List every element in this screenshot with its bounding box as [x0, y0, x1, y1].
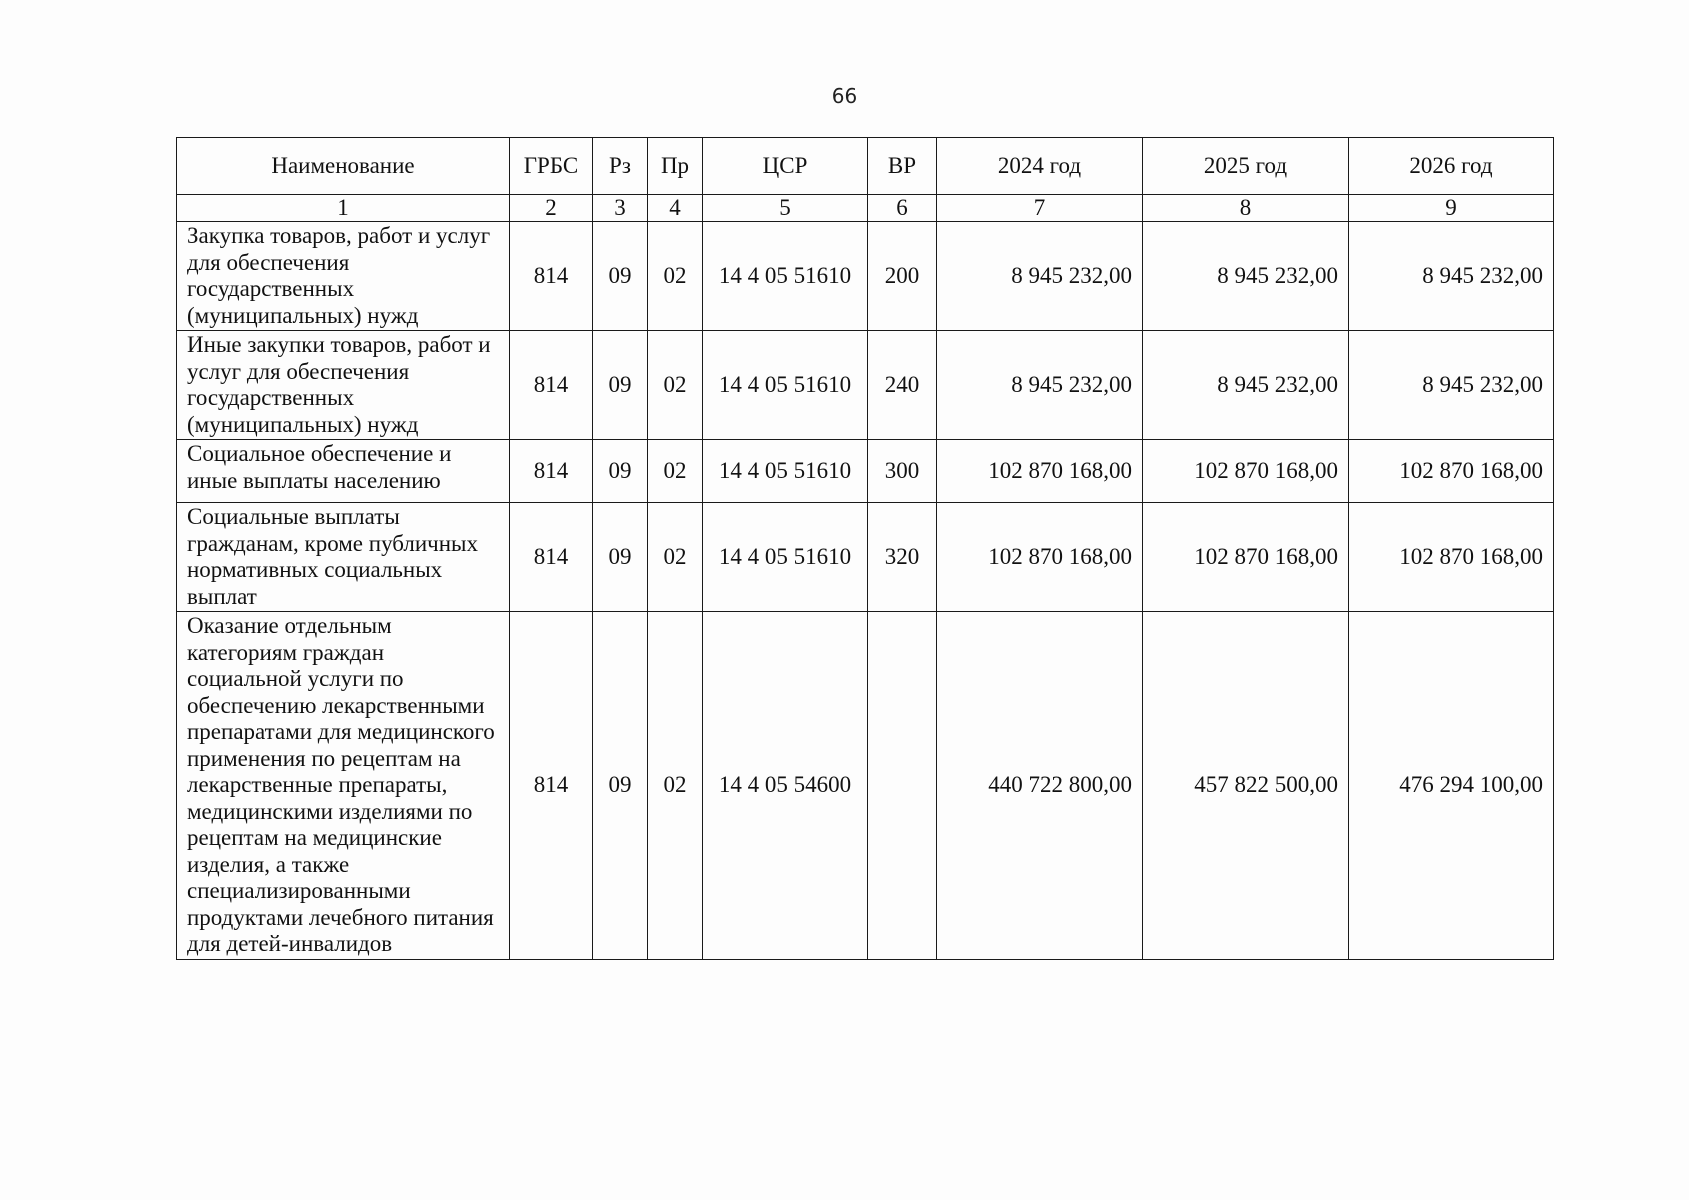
- row-2025: 8 945 232,00: [1143, 222, 1349, 331]
- row-vr: [868, 612, 937, 960]
- row-grbs: 814: [510, 440, 593, 503]
- row-2026: 102 870 168,00: [1349, 440, 1554, 503]
- row-pr: 02: [648, 440, 703, 503]
- budget-table: [176, 137, 1554, 960]
- header-rz: Рз: [593, 138, 648, 195]
- row-2026: 8 945 232,00: [1349, 331, 1554, 440]
- row-vr: 320: [868, 503, 937, 612]
- row-grbs: 814: [510, 331, 593, 440]
- row-2025: 102 870 168,00: [1143, 503, 1349, 612]
- column-number: 6: [868, 195, 937, 222]
- table-row: [177, 440, 1554, 503]
- column-number: 3: [593, 195, 648, 222]
- table-row: [177, 612, 1554, 960]
- row-2025: 457 822 500,00: [1143, 612, 1349, 960]
- column-number: 5: [703, 195, 868, 222]
- column-number: 2: [510, 195, 593, 222]
- row-2026: 476 294 100,00: [1349, 612, 1554, 960]
- row-rz: 09: [593, 331, 648, 440]
- header-name: Наименование: [177, 138, 510, 195]
- row-pr: 02: [648, 222, 703, 331]
- row-name: Закупка товаров, работ и услуг для обеспечения государственных (муниципальных) нужд: [177, 222, 510, 331]
- row-pr: 02: [648, 612, 703, 960]
- row-2024: 102 870 168,00: [937, 440, 1143, 503]
- row-2024: 8 945 232,00: [937, 222, 1143, 331]
- column-number: 1: [177, 195, 510, 222]
- row-2026: 102 870 168,00: [1349, 503, 1554, 612]
- row-2026: 8 945 232,00: [1349, 222, 1554, 331]
- row-csr: 14 4 05 51610: [703, 440, 868, 503]
- header-grbs: ГРБС: [510, 138, 593, 195]
- row-csr: 14 4 05 51610: [703, 503, 868, 612]
- row-rz: 09: [593, 222, 648, 331]
- row-csr: 14 4 05 51610: [703, 331, 868, 440]
- row-2024: 440 722 800,00: [937, 612, 1143, 960]
- row-pr: 02: [648, 503, 703, 612]
- header-vr: ВР: [868, 138, 937, 195]
- row-grbs: 814: [510, 222, 593, 331]
- column-number-row: [177, 195, 1554, 222]
- row-vr: 200: [868, 222, 937, 331]
- table-row: [177, 503, 1554, 612]
- column-number: 4: [648, 195, 703, 222]
- header-2025: 2025 год: [1143, 138, 1349, 195]
- column-number: 9: [1349, 195, 1554, 222]
- row-rz: 09: [593, 612, 648, 960]
- row-name: Иные закупки товаров, работ и услуг для обеспечения государственных (муниципальных) нужд: [177, 331, 510, 440]
- row-rz: 09: [593, 440, 648, 503]
- header-row: [177, 138, 1554, 195]
- table-row: [177, 222, 1554, 331]
- column-number: 7: [937, 195, 1143, 222]
- row-2025: 102 870 168,00: [1143, 440, 1349, 503]
- row-grbs: 814: [510, 503, 593, 612]
- row-pr: 02: [648, 331, 703, 440]
- row-csr: 14 4 05 54600: [703, 612, 868, 960]
- row-vr: 300: [868, 440, 937, 503]
- row-grbs: 814: [510, 612, 593, 960]
- row-2025: 8 945 232,00: [1143, 331, 1349, 440]
- row-name: Оказание отдельным категориям граждан социальной услуги по обеспечению лекарственными препаратами для медицинского применения по рецептам на лекарственные препараты, медицинскими изделиями по рецептам на медицинские изделия, а также специализированными продуктами лечебного питания для детей-инвалидов: [177, 612, 510, 960]
- row-name: Социальное обеспечение и иные выплаты населению: [177, 440, 510, 503]
- row-csr: 14 4 05 51610: [703, 222, 868, 331]
- table-row: [177, 331, 1554, 440]
- column-number: 8: [1143, 195, 1349, 222]
- row-2024: 8 945 232,00: [937, 331, 1143, 440]
- page-number: 66: [831, 84, 858, 108]
- row-vr: 240: [868, 331, 937, 440]
- row-2024: 102 870 168,00: [937, 503, 1143, 612]
- row-rz: 09: [593, 503, 648, 612]
- header-2024: 2024 год: [937, 138, 1143, 195]
- header-2026: 2026 год: [1349, 138, 1554, 195]
- header-pr: Пр: [648, 138, 703, 195]
- row-name: Социальные выплаты гражданам, кроме публичных нормативных социальных выплат: [177, 503, 510, 612]
- header-csr: ЦСР: [703, 138, 868, 195]
